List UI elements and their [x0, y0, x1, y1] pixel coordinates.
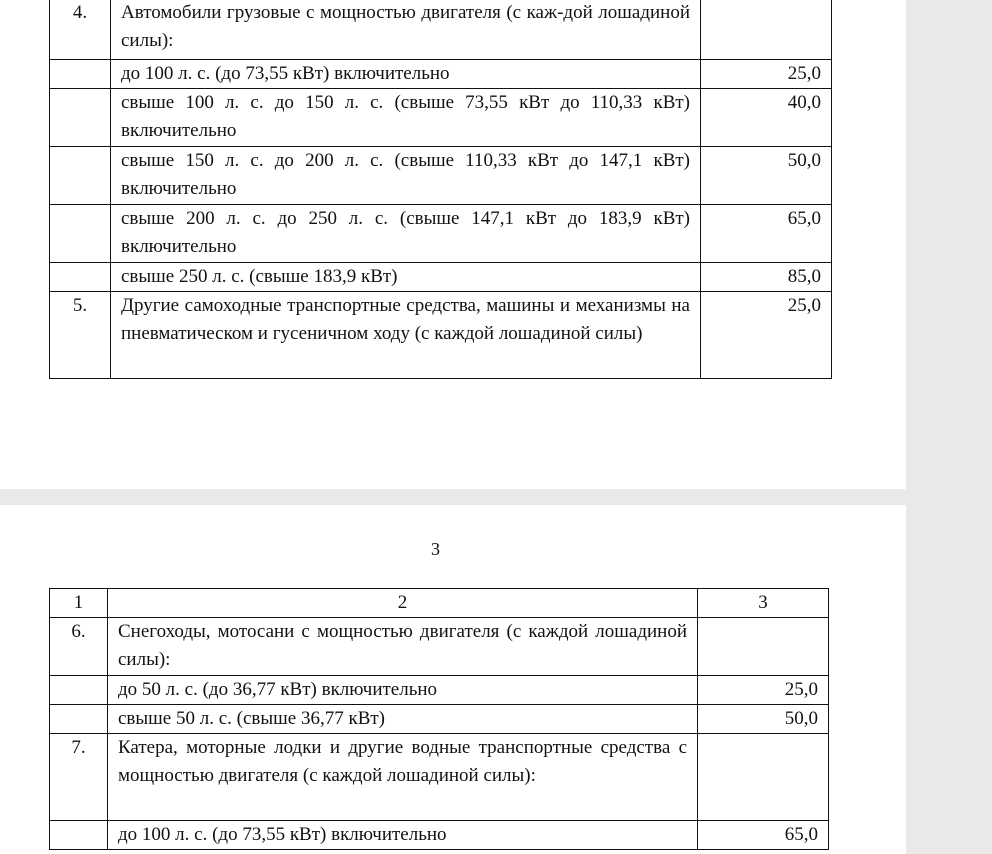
row-value: 50,0	[701, 147, 832, 205]
row-number-empty	[50, 676, 108, 705]
row-value: 25,0	[701, 292, 832, 379]
table-row	[50, 147, 832, 205]
row-value: 65,0	[701, 205, 832, 263]
column-header: 2	[108, 589, 698, 618]
column-header: 1	[50, 589, 108, 618]
table-row	[50, 734, 829, 821]
row-description: до 50 л. с. (до 36,77 кВт) включительно	[108, 676, 698, 705]
row-value: 50,0	[698, 705, 829, 734]
row-number-empty	[50, 263, 111, 292]
table-row	[50, 821, 829, 850]
row-number: 5.	[50, 292, 111, 379]
row-number: 6.	[50, 618, 108, 676]
row-description: до 100 л. с. (до 73,55 кВт) включительно	[108, 821, 698, 850]
row-description: до 100 л. с. (до 73,55 кВт) включительно	[111, 60, 701, 89]
row-value: 65,0	[698, 821, 829, 850]
document-page-2	[0, 505, 906, 854]
table-row	[50, 618, 829, 676]
table-row	[50, 263, 832, 292]
table-header-row	[50, 589, 829, 618]
row-value: 85,0	[701, 263, 832, 292]
column-header: 3	[698, 589, 829, 618]
table-row	[50, 89, 832, 147]
row-value: 25,0	[698, 676, 829, 705]
tax-rate-table-part-2	[49, 588, 829, 850]
row-number-empty	[50, 147, 111, 205]
row-description: свыше 100 л. с. до 150 л. с. (свыше 73,55 кВт до 110,33 кВт) включительно	[111, 89, 701, 147]
row-description: Катера, моторные лодки и другие водные транспортные средства с мощностью двигателя (с каждой лошадиной силы):	[108, 734, 698, 821]
row-description: свыше 150 л. с. до 200 л. с. (свыше 110,33 кВт до 147,1 кВт) включительно	[111, 147, 701, 205]
row-number-empty	[50, 821, 108, 850]
row-value: 25,0	[701, 60, 832, 89]
row-value	[698, 618, 829, 676]
row-number-empty	[50, 205, 111, 263]
row-description: свыше 50 л. с. (свыше 36,77 кВт)	[108, 705, 698, 734]
table-row	[50, 60, 832, 89]
tax-rate-table-part-1	[49, 0, 832, 379]
row-number-empty	[50, 60, 111, 89]
row-description: Автомобили грузовые с мощностью двигателя (с каж-дой лошадиной силы):	[111, 0, 701, 60]
row-number: 4.	[50, 0, 111, 60]
table-row	[50, 705, 829, 734]
page-number: 3	[431, 539, 440, 559]
table-row	[50, 292, 832, 379]
table-row	[50, 676, 829, 705]
row-value: 40,0	[701, 89, 832, 147]
table-row	[50, 0, 832, 60]
row-number-empty	[50, 705, 108, 734]
row-value	[701, 0, 832, 60]
row-description: свыше 250 л. с. (свыше 183,9 кВт)	[111, 263, 701, 292]
row-value	[698, 734, 829, 821]
table-row	[50, 205, 832, 263]
row-number-empty	[50, 89, 111, 147]
row-description: Другие самоходные транспортные средства, машины и механизмы на пневматическом и гусеничном ходу (с каждой лошадиной силы)	[111, 292, 701, 379]
row-description: Снегоходы, мотосани с мощностью двигателя (с каждой лошадиной силы):	[108, 618, 698, 676]
row-description: свыше 200 л. с. до 250 л. с. (свыше 147,1 кВт до 183,9 кВт) включительно	[111, 205, 701, 263]
row-number: 7.	[50, 734, 108, 821]
